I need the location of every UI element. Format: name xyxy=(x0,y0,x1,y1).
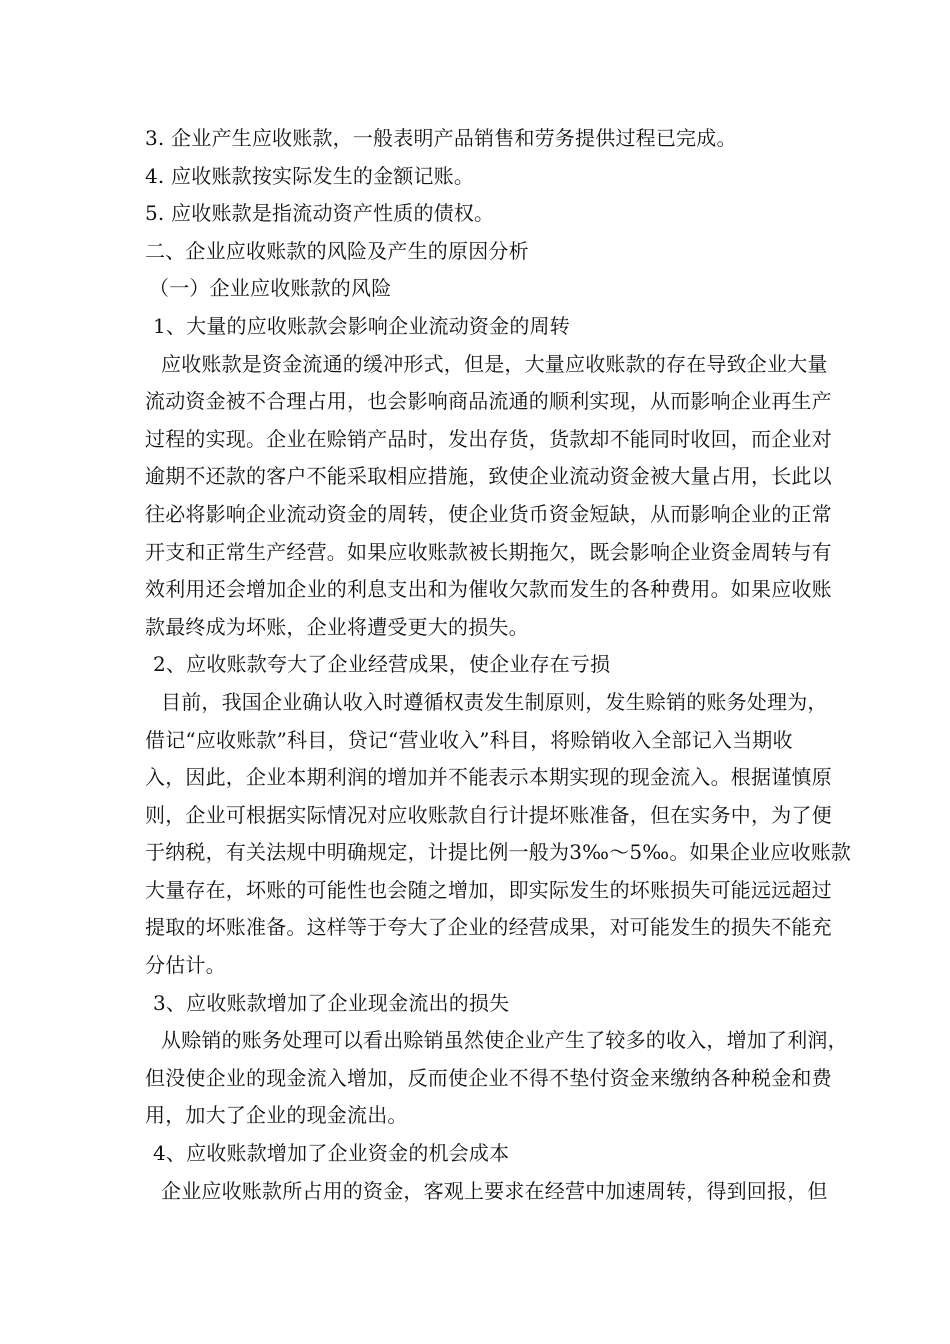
paragraph-line: 用，加大了企业的现金流出。 xyxy=(145,1103,408,1128)
paragraph-line: 效利用还会增加企业的利息支出和为催收欠款而发生的各种费用。如果应收账 xyxy=(145,577,832,602)
paragraph-line: 流动资金被不合理占用，也会影响商品流通的顺利实现，从而影响企业再生产 xyxy=(145,389,832,414)
section-heading: 二、企业应收账款的风险及产生的原因分析 xyxy=(145,238,529,263)
paragraph-line: 目前，我国企业确认收入时遵循权责发生制原则，发生赊销的账务处理为， xyxy=(161,689,828,714)
paragraph-line: 则，企业可根据实际情况对应收账款自行计提坏账准备，但在实务中，为了便 xyxy=(145,802,832,827)
paragraph-line: 开支和正常生产经营。如果应收账款被长期拖欠，既会影响企业资金周转与有 xyxy=(145,539,832,564)
subsection-heading: （一）企业应收账款的风险 xyxy=(149,276,392,301)
list-item-number: 4. xyxy=(145,163,165,188)
paragraph-line: 分估计。 xyxy=(145,953,226,978)
paragraph-line: 过程的实现。企业在赊销产品时，发出存货，货款却不能同时收回，而企业对 xyxy=(145,426,832,451)
risk-heading: 4、应收账款增加了企业资金的机会成本 xyxy=(153,1141,510,1166)
paragraph-line: 款最终成为坏账，企业将遭受更大的损失。 xyxy=(145,614,529,639)
paragraph-line: 借记“应收账款”科目，贷记“营业收入”科目，将赊销收入全部记入当期收 xyxy=(145,727,793,752)
risk-heading: 1、大量的应收账款会影响企业流动资金的周转 xyxy=(153,313,570,338)
list-item-text: 应收账款是指流动资产性质的债权。 xyxy=(171,201,495,226)
list-item-text: 应收账款按实际发生的金额记账。 xyxy=(171,163,475,188)
list-item-number: 3. xyxy=(145,126,165,150)
document-page xyxy=(145,120,852,1210)
paragraph-line: 但没使企业的现金流入增加，反而使企业不得不垫付资金来缴纳各种税金和费 xyxy=(145,1065,832,1090)
list-item-number: 5. xyxy=(145,201,165,226)
list-item xyxy=(145,195,817,233)
paragraph-line: 大量存在，坏账的可能性也会随之增加，即实际发生的坏账损失可能远远超过 xyxy=(145,877,832,902)
list-item xyxy=(145,158,817,196)
paragraph-line: 企业应收账款所占用的资金，客观上要求在经营中加速周转，得到回报，但 xyxy=(161,1178,828,1203)
paragraph-line: 往必将影响企业流动资金的周转，使企业货币资金短缺，从而影响企业的正常 xyxy=(145,501,832,526)
list-item xyxy=(145,120,817,158)
list-item-text: 企业产生应收账款，一般表明产品销售和劳务提供过程已完成。 xyxy=(171,126,737,150)
paragraph-line: 提取的坏账准备。这样等于夸大了企业的经营成果，对可能发生的损失不能充 xyxy=(145,915,832,940)
paragraph-line: 入，因此，企业本期利润的增加并不能表示本期实现的现金流入。根据谨慎原 xyxy=(145,765,832,790)
risk-heading: 3、应收账款增加了企业现金流出的损失 xyxy=(153,990,510,1015)
paragraph-line: 应收账款是资金流通的缓冲形式，但是，大量应收账款的存在导致企业大量 xyxy=(161,351,828,376)
risk-heading: 2、应收账款夸大了企业经营成果，使企业存在亏损 xyxy=(153,652,611,677)
paragraph-line: 逾期不还款的客户不能采取相应措施，致使企业流动资金被大量占用，长此以 xyxy=(145,464,832,489)
paragraph-line: 从赊销的账务处理可以看出赊销虽然使企业产生了较多的收入，增加了利润， xyxy=(161,1028,848,1053)
paragraph-line: 于纳税，有关法规中明确规定，计提比例一般为3‰～5‰。如果企业应收账款 xyxy=(145,840,852,865)
